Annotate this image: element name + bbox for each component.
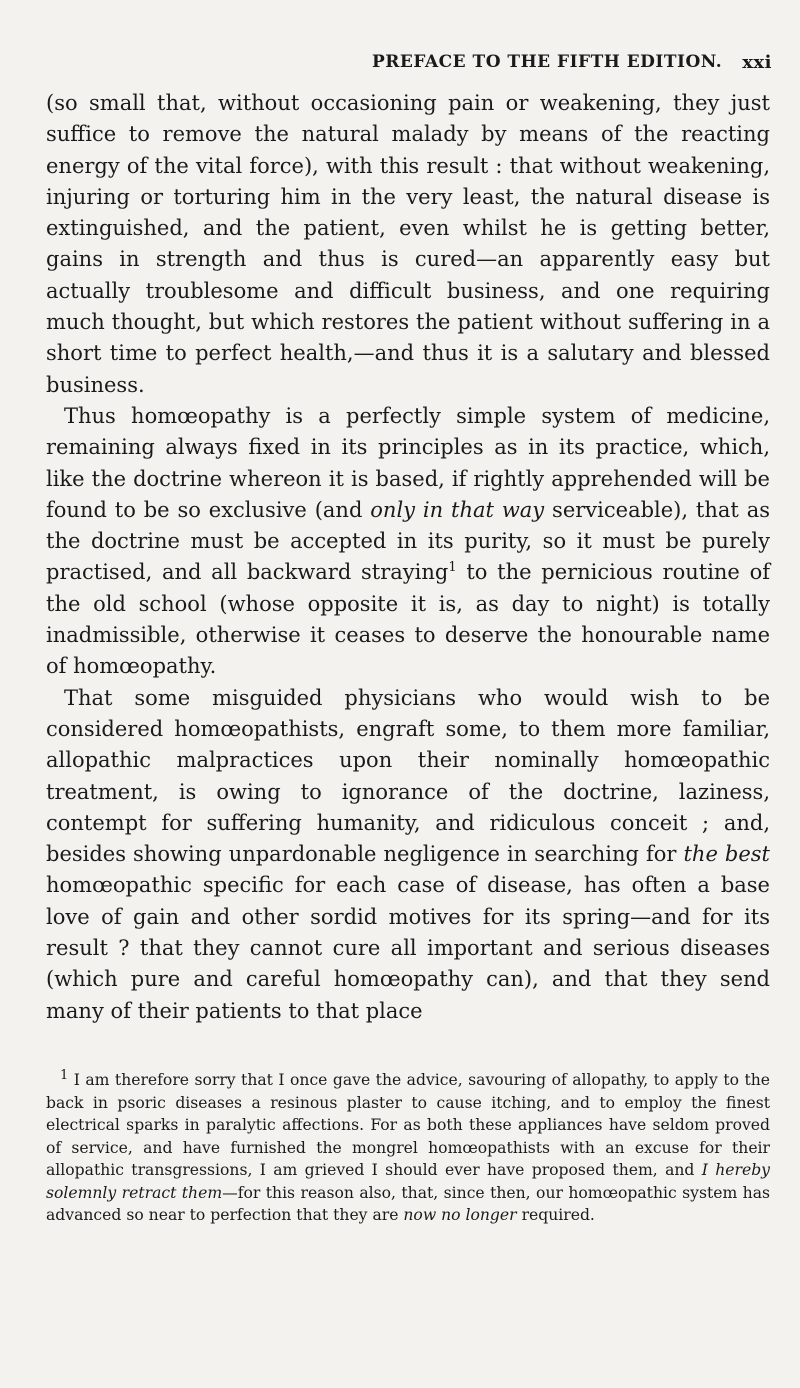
footnote-1: $^1$ I am therefore sorry that I once gave the advice, savouring of allopathy, to apply to the back in psoric diseases a resinous plaster to cause itching, and to employ the finest electrical sparks in paralytic affections. For as both these appliances have seldom proved of service, and have furnished the mongrel homœopathists with an excuse for their allopathic transgressions, I am grieved I should ever have proposed them, and I hereby solemnly retract them—for this reason also, that, since then, our homœopathic system has advanced so near to perfection that they are now no longer required.	[46, 1067, 771, 1224]
emphasis-retract: I hereby solemnly retract them	[46, 1161, 770, 1202]
paragraph-1: (so small that, without occasioning pain or weakening, they just suffice to remove the natural malady by means of the reacting energy of the vital force), with this result : that without weakening, injuring or torturing him in the very least, the natural disease is extinguished, and the patient, even whilst he is getting better, gains in strength and thus is cured—an apparently easy but actually troublesome and difficult business, and one requiring much thought, but which restores the patient without suffering in a short time to perfect health,—and thus it is a salutary and blessed business.	[46, 91, 770, 397]
paragraph-2: Thus homœopathy is a perfectly simple system of medicine, remaining always fixed in its principles as in its practice, which, like the doctrine whereon it is based, if rightly apprehended will be found to be so exclusive (and only in that way serviceable), that as the doctrine must be accepted in its purity, so it must be purely practised, and all backward straying$^1$ to the pernicious routine of the old school (whose opposite it is, as day to night) is totally inadmissible, otherwise it ceases to deserve the honourable name of homœopathy.	[46, 403, 771, 679]
footnote-reference[interactable]: 1	[448, 560, 457, 576]
emphasis-now-no-longer: now no longer	[403, 1206, 517, 1224]
body-text	[46, 88, 770, 1027]
page-number: xxi	[742, 52, 772, 73]
footnotes	[46, 1069, 770, 1227]
paragraph-3: That some misguided physicians who would wish to be considered homœopathists, engraft some, to them more familiar, allopathic malpractices upon their nominally homœopathic treatment, is owing to ignorance of the doctrine, laziness, contempt for suffering humanity, and ridiculous conceit ; and, besides showing unpardonable negligence in searching for the best homœopathic specific for each case of disease, has often a base love of gain and other sordid motives for its spring—and for its result ? that they cannot cure all important and serious diseases (which pure and careful homœopathy can), and that they send many of their patients to that place	[46, 685, 770, 1023]
running-title: PREFACE TO THE FIFTH EDITION.	[372, 52, 723, 72]
footnote-marker: 1	[60, 1067, 69, 1083]
emphasis-only-in-that-way: only in that way	[370, 497, 545, 522]
emphasis-the-best: the best	[683, 842, 770, 867]
running-header	[372, 52, 772, 73]
